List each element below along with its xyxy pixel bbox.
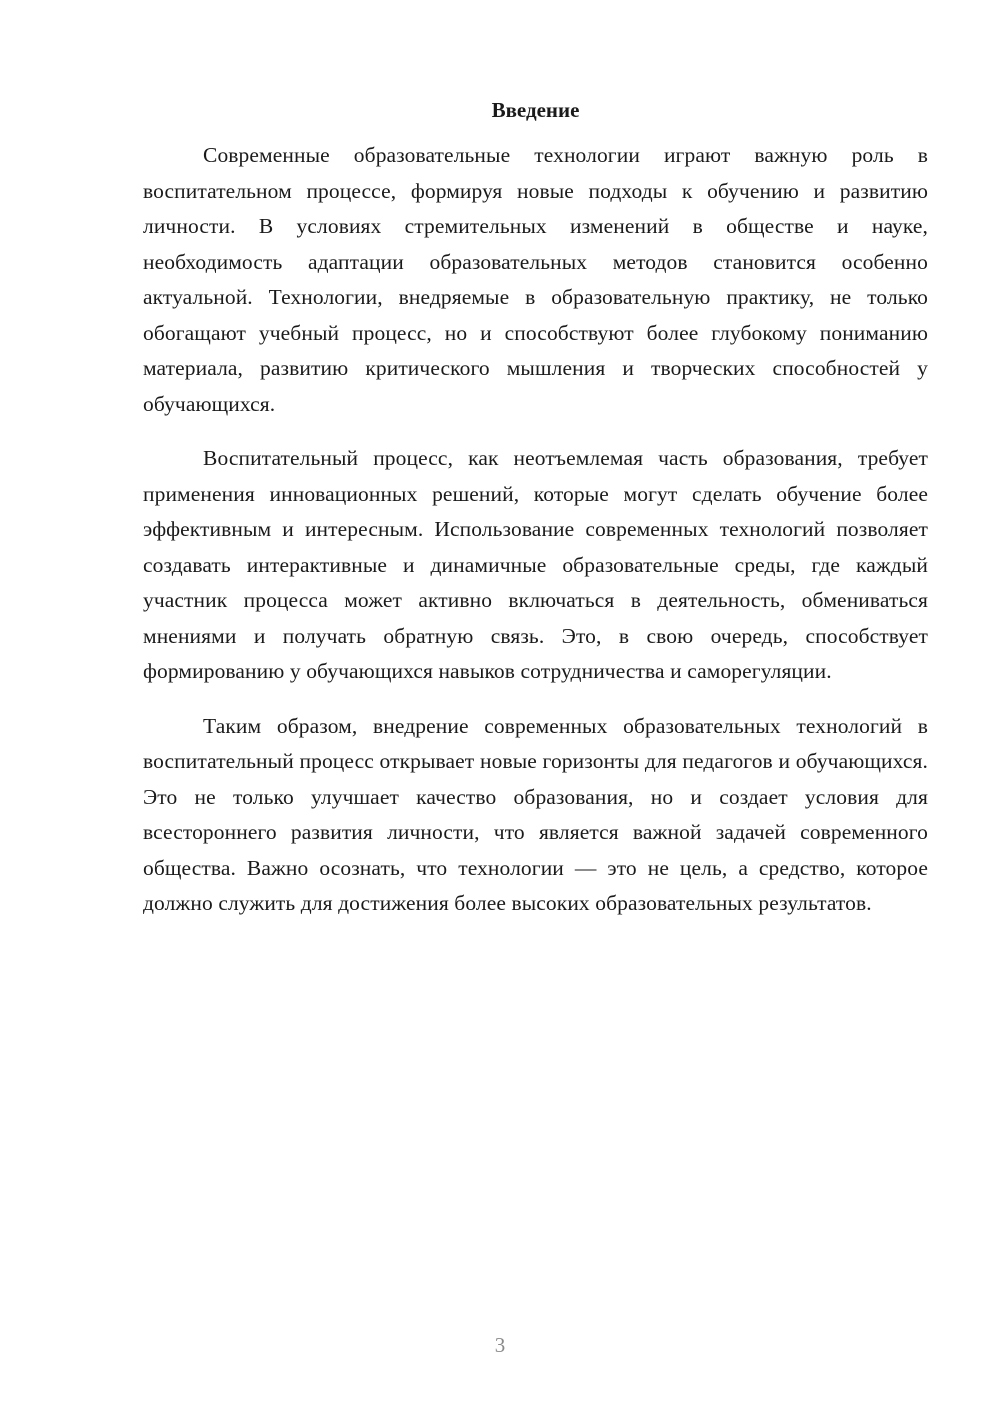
section-title: Введение bbox=[491, 98, 580, 122]
paragraph-2: Воспитательный процесс, как неотъемлемая часть образования, требует применения инновационных решений, которые могут сделать обучение более эффективным и интересным. Использование современных технологий позволяет создавать интерактивные и динамичные образовательные среды, где каждый участник процесса может активно включаться в деятельность, обмениваться мнениями и получать обратную связь. Это, в свою очередь, способствует формированию у обучающихся навыков сотрудничества и саморегуляции. bbox=[143, 446, 928, 683]
paragraph-3: Таким образом, внедрение современных образовательных технологий в воспитательный процесс открывает новые горизонты для педагогов и обучающихся. Это не только улучшает качество образования, но и создает условия для всестороннего развития личности, что является важной задачей современного общества. Важно осознать, что технологии — это не цель, а средство, которое должно служить для достижения более высоких образовательных результатов. bbox=[143, 713, 928, 915]
page-number: 3 bbox=[494, 1333, 506, 1357]
page-content bbox=[143, 90, 928, 941]
paragraph-1: Современные образовательные технологии играют важную роль в воспитательном процессе, формируя новые подходы к обучению и развитию личности. В условиях стремительных изменений в обществе и науке, необходимость адаптации образовательных методов становится особенно актуальной. Технологии, внедряемые в образовательную практику, не только обогащают учебный процесс, но и способствуют более глубокому пониманию материала, развитию критического мышления и творческих способностей у обучающихся. bbox=[143, 143, 928, 416]
